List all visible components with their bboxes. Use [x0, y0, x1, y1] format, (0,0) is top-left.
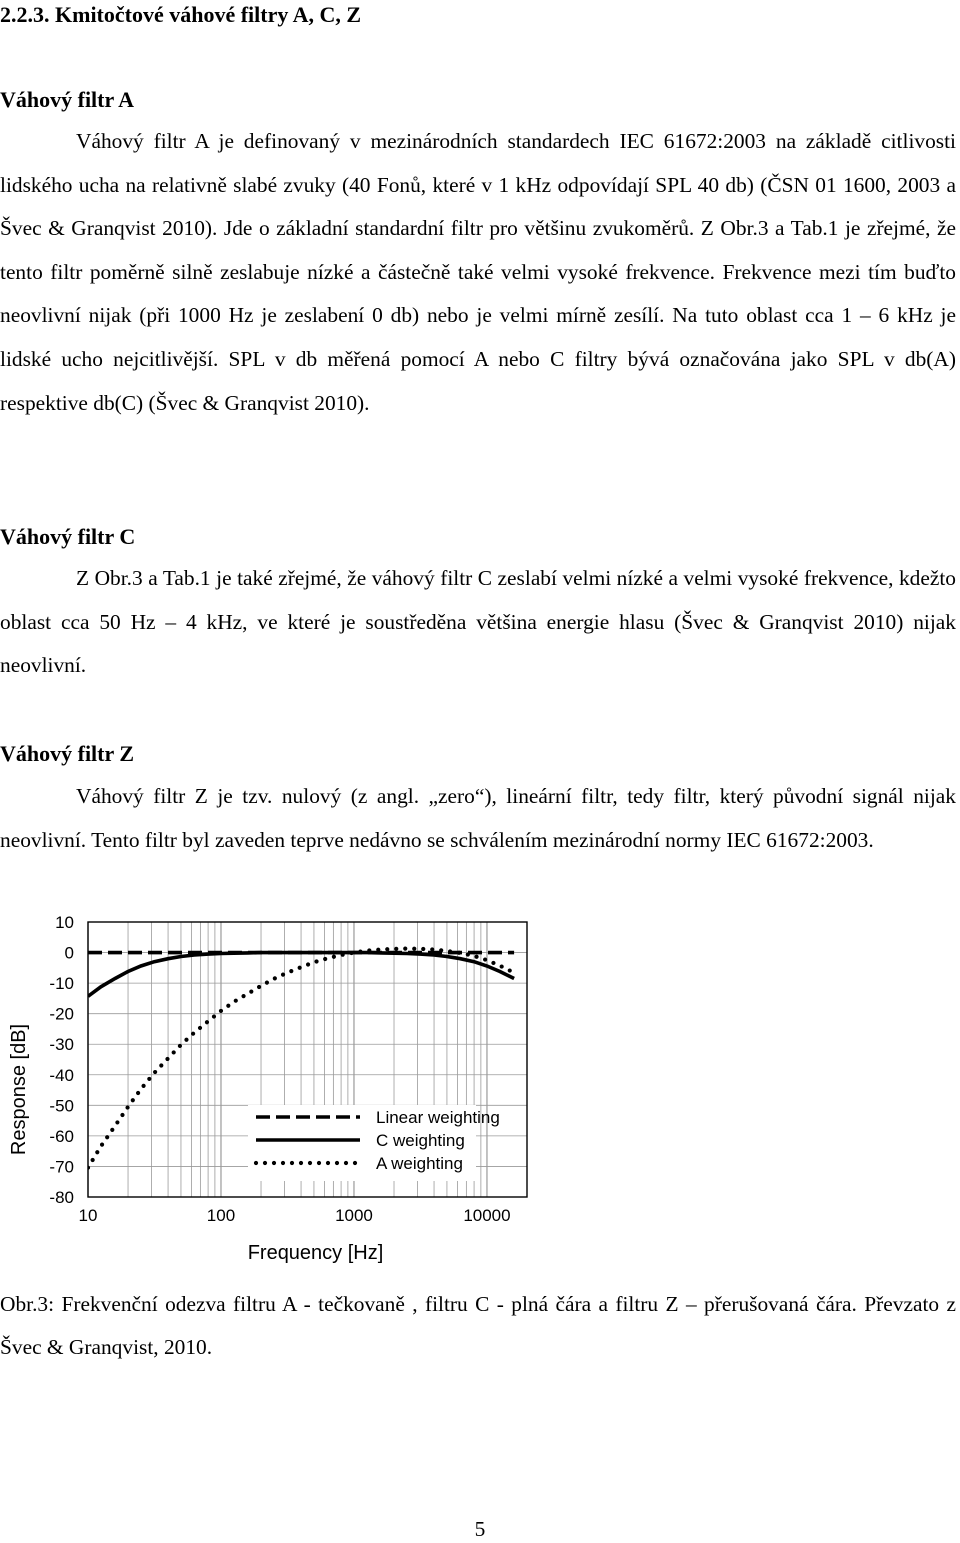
y-tick-label: -10 — [49, 974, 74, 994]
x-tick-label: 10000 — [463, 1206, 511, 1225]
y-tick-label: -70 — [49, 1157, 74, 1177]
y-tick-label: -50 — [49, 1096, 74, 1116]
legend-label: A weighting — [376, 1154, 463, 1173]
heading-filter-c: Váhový filtr C — [0, 524, 136, 549]
y-tick-label: -60 — [49, 1126, 74, 1146]
y-tick-label: -30 — [49, 1035, 74, 1055]
y-tick-label: 0 — [64, 943, 74, 963]
y-tick-label: 10 — [55, 913, 74, 932]
x-tick-label: 10 — [78, 1206, 98, 1225]
paragraph-filter-c — [0, 557, 956, 688]
paragraph-filter-a — [0, 120, 956, 425]
paragraph-filter-z — [0, 775, 956, 862]
y-tick-label: -40 — [49, 1065, 74, 1085]
paragraph-filter-z-text: Váhový filtr Z je tzv. nulový (z angl. „zero“), lineární filtr, tedy filtr, který původní signál nijak neovlivní. Tento filtr byl zaveden teprve nedávno se schválením mezinárodní normy IEC 61672:2003. — [0, 784, 956, 852]
x-tick-label: 100 — [206, 1206, 236, 1225]
x-tick-label: 1000 — [335, 1206, 373, 1225]
y-axis-label: Response [dB] — [8, 1023, 30, 1156]
x-axis-label: Frequency [Hz] — [247, 1242, 384, 1264]
paragraph-filter-a-text: Váhový filtr A je definovaný v mezinárodních standardech IEC 61672:2003 na základě citlivosti lidského ucha na relativně slabé zvuky (40 Fonů, které v 1 kHz odpovídají SPL 40 db) (ČSN 01 1600, 2003 a Švec & Granqvist 2010). Jde o základní standardní filtr pro většinu zvukoměrů. Z Obr.3 a Tab.1 je zřejmé, že tento filtr poměrně silně zeslabuje nízké a částečně také velmi vysoké frekvence. Frekvence mezi tím buďto neovlivní nijak (při 1000 Hz je zeslabení 0 db) nebo je velmi mírně zesílí. Na tuto oblast cca 1 – 6 kHz je lidské ucho nejcitlivější. SPL v db měřená pomocí A nebo C filtry bývá označována jako SPL v db(A) respektive db(C) (Švec & Granqvist 2010). — [0, 129, 956, 415]
section-title: 2.2.3. Kmitočtové váhové filtry A, C, Z — [0, 2, 362, 27]
y-tick-label: -80 — [49, 1188, 74, 1207]
frequency-response-chart — [0, 905, 560, 1275]
legend-label: C weighting — [376, 1131, 465, 1150]
y-tick-label: -20 — [49, 1004, 74, 1024]
page-number: 5 — [474, 1517, 486, 1541]
figure-caption: Obr.3: Frekvenční odezva filtru A - tečkovaně , filtru C - plná čára a filtru Z – přerušovaná čára. Převzato z Švec & Granqvist, 2010. — [0, 1292, 956, 1359]
heading-filter-z: Váhový filtr Z — [0, 741, 135, 766]
legend-label: Linear weighting — [376, 1108, 500, 1127]
heading-filter-a: Váhový filtr A — [0, 87, 135, 112]
paragraph-filter-c-text: Z Obr.3 a Tab.1 je také zřejmé, že váhový filtr C zeslabí velmi nízké a velmi vysoké frekvence, kdežto oblast cca 50 Hz – 4 kHz, ve které je soustředěna většina energie hlasu (Švec & Granqvist 2010) nijak neovlivní. — [0, 566, 956, 678]
